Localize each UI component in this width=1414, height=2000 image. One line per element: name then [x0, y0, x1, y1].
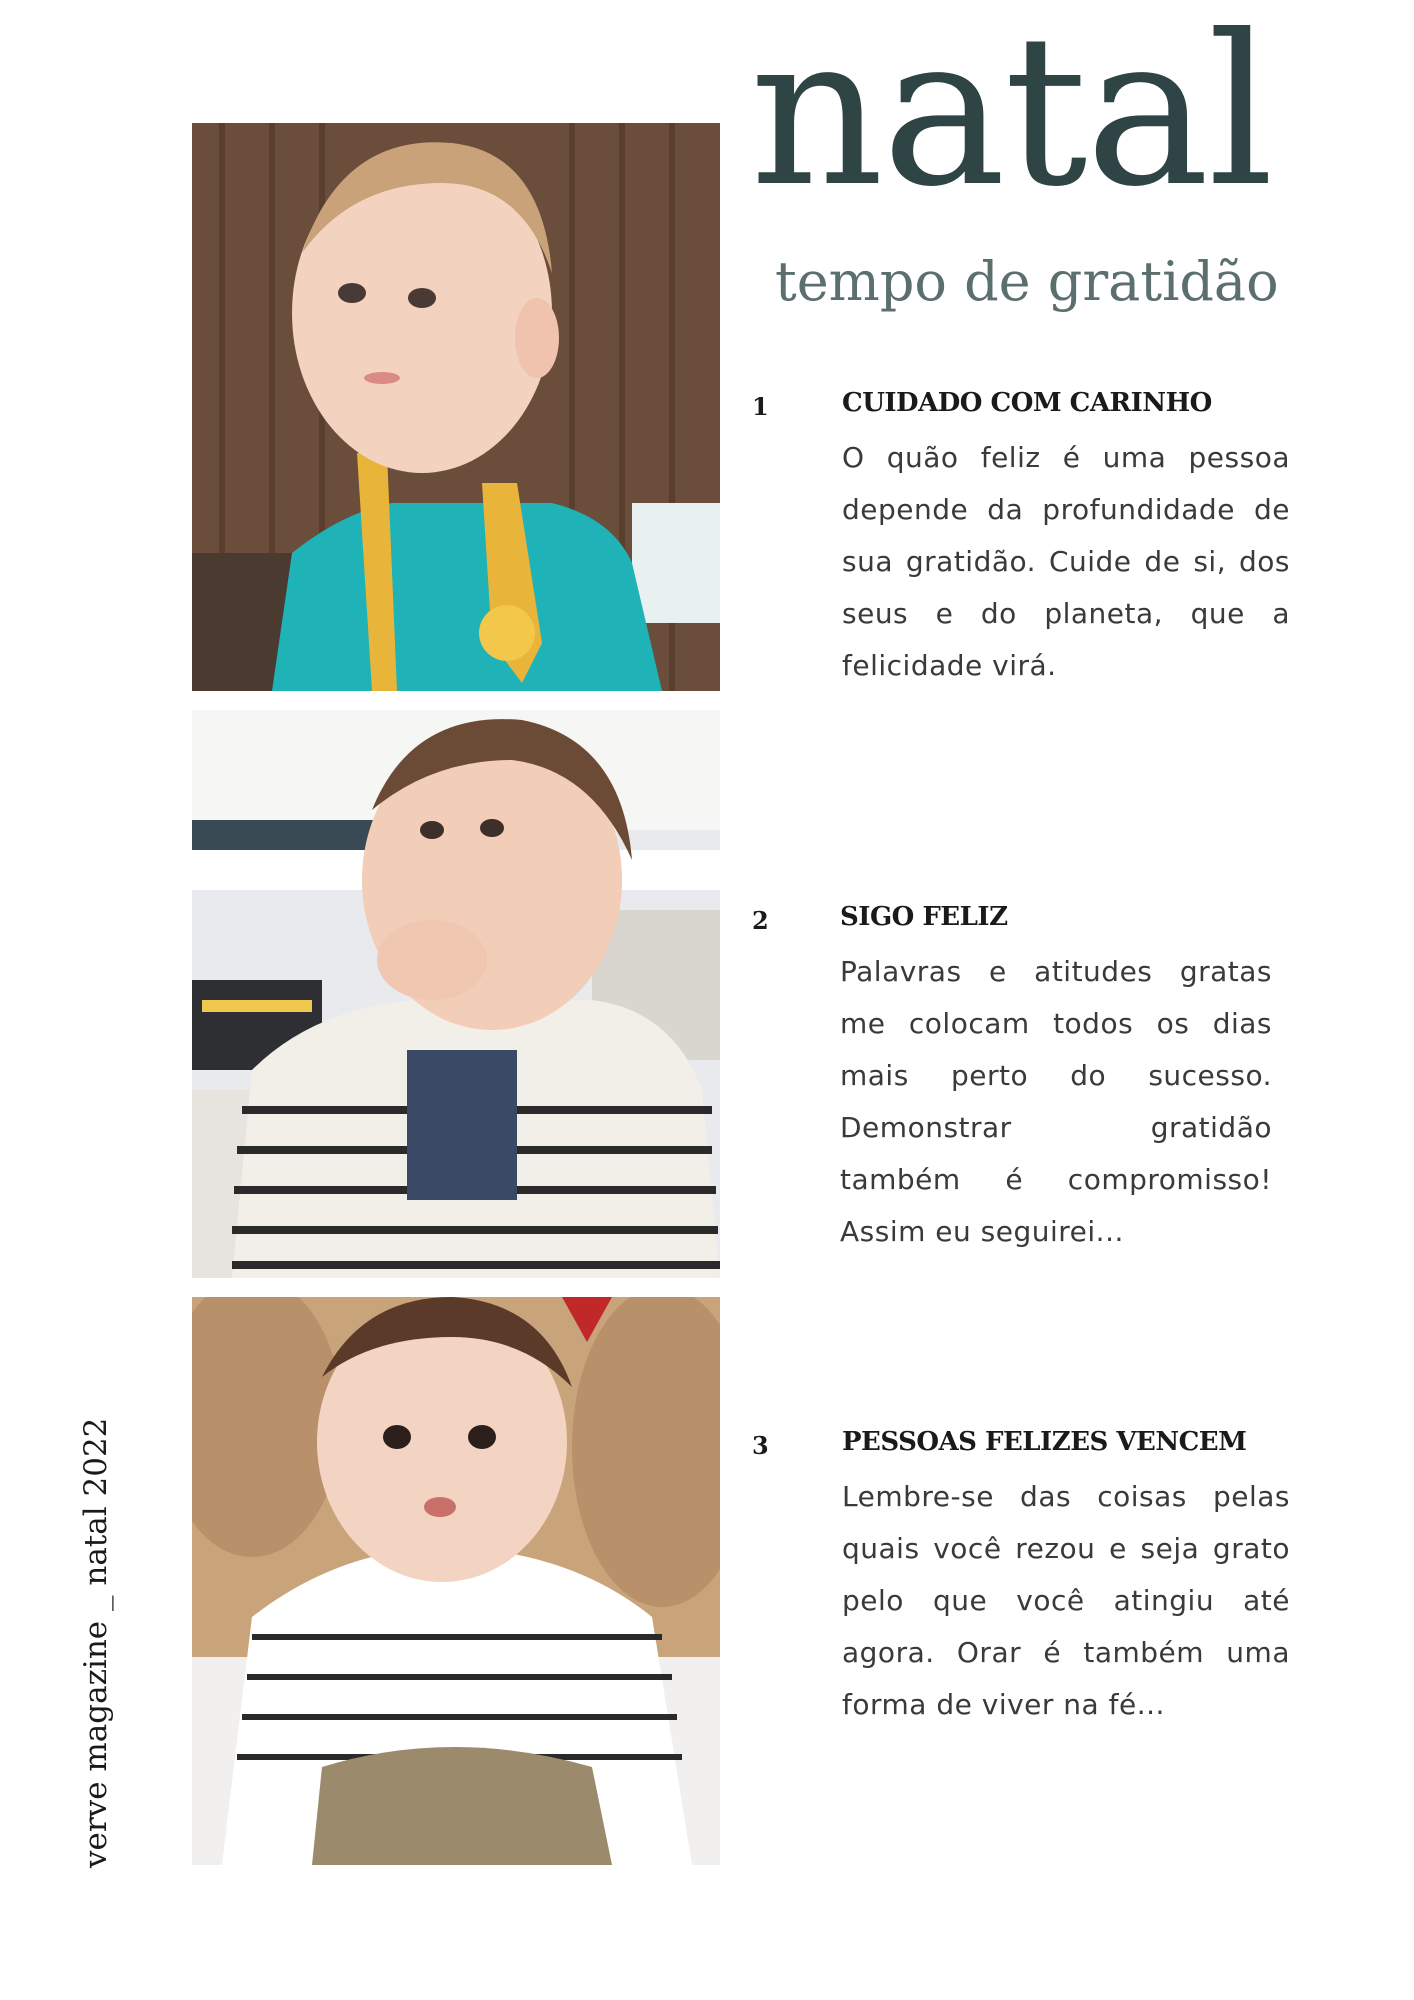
section-number: 2: [752, 906, 769, 935]
magazine-vertical-label: verve magazine _ natal 2022: [78, 1417, 114, 1868]
section-number: 1: [752, 392, 769, 421]
photo-baby-giraffe-shirt: [192, 123, 720, 691]
baby-photo-image: [192, 123, 720, 691]
section-heading: SIGO FELIZ: [840, 902, 1008, 932]
photo-baby-plush: [192, 1297, 720, 1865]
baby-photo-image: [192, 710, 720, 1278]
section-number: 3: [752, 1431, 769, 1460]
page-title: natal: [750, 0, 1273, 233]
section-body: Lembre-se das coisas pelas quais você rezou e seja grato pelo que você atingiu até agora. Orar é também uma forma de viver na fé...: [842, 1480, 1290, 1721]
section-body: Palavras e atitudes gratas me colocam todos os dias mais perto do sucesso. Demonstrar gratidão também é compromisso! Assim eu seguirei...: [840, 955, 1272, 1248]
photo-baby-mall: [192, 710, 720, 1278]
page-subtitle: tempo de gratidão: [775, 250, 1279, 313]
baby-photo-image: [192, 1297, 720, 1865]
section-body: O quão feliz é uma pessoa depende da profundidade de sua gratidão. Cuide de si, dos seus e do planeta, que a felicidade virá.: [842, 441, 1290, 682]
section-heading: CUIDADO COM CARINHO: [842, 388, 1212, 418]
section-heading: PESSOAS FELIZES VENCEM: [842, 1427, 1247, 1457]
